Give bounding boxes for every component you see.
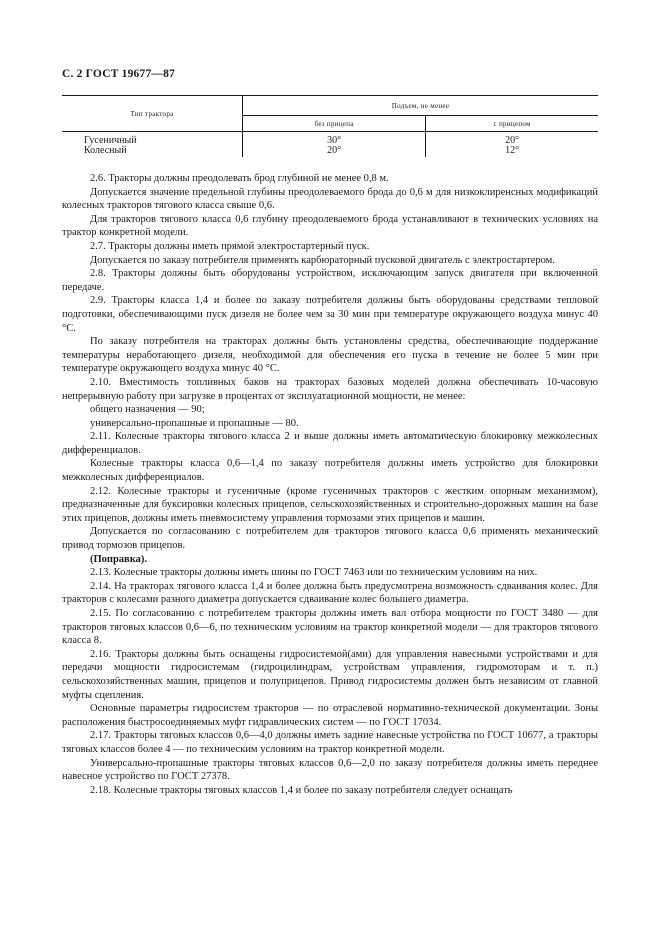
col-header-type: Тип трактора — [62, 96, 243, 132]
paragraph: 2.6. Тракторы должны преодолевать брод глубиной не менее 0,8 м. — [90, 173, 389, 184]
slope-table — [62, 95, 598, 157]
paragraph: Колесные тракторы класса 0,6—1,4 по заказу потребителя должны иметь устройство для блокировки межколесных дифференциалов. — [62, 458, 598, 484]
paragraph: универсально-пропашные и пропашные — 80. — [90, 417, 299, 429]
paragraph: Допускается значение предельной глубины преодолеваемого брода до 0,6 м для низкоклиренсных модификаций колесных тракторов тягового класса свыше 0,6. — [62, 186, 598, 212]
paragraph: 2.10. Вместимость топливных баков на тракторах базовых моделей должна обеспечивать 10-часовую непрерывную работу при загрузке в процентах от эксплуатационной мощности, не менее: — [62, 376, 598, 402]
cell-without: 20° — [243, 146, 426, 157]
body-text — [62, 172, 598, 797]
table-row — [62, 146, 598, 157]
table-row — [62, 132, 598, 147]
paragraph: Универсально-пропашные тракторы тяговых классов 0,6—2,0 по заказу потребителя должны иметь переднее навесное устройство по ГОСТ 27378. — [62, 757, 598, 783]
paragraph: 2.18. Колесные тракторы тяговых классов 1,4 и более по заказу потребителя следует оснащать — [90, 784, 513, 796]
paragraph: Для тракторов тягового класса 0,6 глубину преодолеваемого брода устанавливают в технических условиях на трактор конкретной модели. — [62, 213, 598, 239]
paragraph: Допускается по согласованию с потребителем для тракторов тягового класса 0,6 применять механический привод тормозов прицепов. — [62, 526, 598, 552]
paragraph: 2.16. Тракторы должны быть оснащены гидросистемой(ами) для управления навесными устройствами и для передачи мощности гидросистемам (гидроцилиндрам, устройствам управления, гидромоторам и т. п.) сельскохозяйственных машин, прицепов и полуприцепов. Привод гидросистемы должен быть независим от главной муфты сцепления. — [62, 648, 598, 701]
cell-with: 12° — [505, 145, 520, 156]
paragraph: 2.14. На тракторах тягового класса 1,4 и более должна быть предусмотрена возможность сдваивания колес. Для тракторов с колесами разного диаметра допускается сдваивание колес большего диаметра. — [62, 580, 598, 606]
paragraph: Основные параметры гидросистем тракторов — по отраслевой нормативно-технической документации. Зоны расположения быстросоединяемых муфт гидравлических систем — по ГОСТ 17034. — [62, 703, 598, 728]
col-header-with-trailer: с прицепом — [426, 116, 598, 132]
paragraph: 2.7. Тракторы должны иметь прямой электростартерный пуск. — [90, 240, 370, 252]
paragraph: 2.11. Колесные тракторы тягового класса 2 и выше должны иметь автоматическую блокировку межколесных дифференциалов. — [62, 431, 598, 456]
paragraph: 2.8. Тракторы должны быть оборудованы устройством, исключающим запуск двигателя при включенной передаче. — [62, 268, 598, 293]
page-header: С. 2 ГОСТ 19677—87 — [62, 68, 175, 80]
col-header-without-trailer: без прицепа — [243, 116, 426, 132]
paragraph: 2.13. Колесные тракторы должны иметь шины по ГОСТ 7463 или по техническим условиям на них. — [90, 567, 538, 579]
cell-type: Гусеничный — [62, 132, 243, 147]
cell-type: Колесный — [62, 146, 243, 157]
paragraph: 2.17. Тракторы тяговых классов 0,6—4,0 должны иметь задние навесные устройства по ГОСТ 10677, а тракторы тяговых классов более 4 — по техническим условиям на трактор конкретной модели. — [62, 730, 598, 755]
paragraph: 2.12. Колесные тракторы и гусеничные (кроме гусеничных тракторов с жестким опорным механизмом), предназначенные для буксировки колесных прицепов, сельскохозяйственных и строительно-дорожных машин на базе этих прицепов, должны иметь пневмосистему управления тормозами этих прицепов и машин. — [62, 485, 598, 524]
col-header-lift: Подъем, не менее — [243, 96, 599, 116]
paragraph: 2.9. Тракторы класса 1,4 и более по заказу потребителя должны быть оборудованы средствами тепловой подготовки, обеспечивающими пуск дизеля не более чем за 30 мин при температуре окружающего воздуха минус 40 °С. — [62, 295, 598, 334]
paragraph: По заказу потребителя на тракторах должны быть установлены средства, обеспечивающие поддержание температуры неработающего дизеля, необходимой для обеспечения его пуска в течение не более 5 мин при температуре окружающего воздуха минус 40 °С. — [62, 336, 598, 375]
paragraph: Допускается по заказу потребителя применять карбюраторный пусковой двигатель с электростартером. — [90, 254, 555, 266]
paragraph: общего назначения — 90; — [90, 404, 205, 416]
amendment-note: (Поправка). — [90, 553, 147, 565]
cell-with: 20° — [505, 135, 520, 146]
paragraph: 2.15. По согласованию с потребителем тракторы должны иметь вал отбора мощности по ГОСТ 3480 — для тракторов тяговых классов 0,6—6, по техническим условиям на трактор конкретной модели — для тракторов тягового класса 8. — [62, 608, 598, 647]
cell-without: 30° — [243, 132, 426, 147]
